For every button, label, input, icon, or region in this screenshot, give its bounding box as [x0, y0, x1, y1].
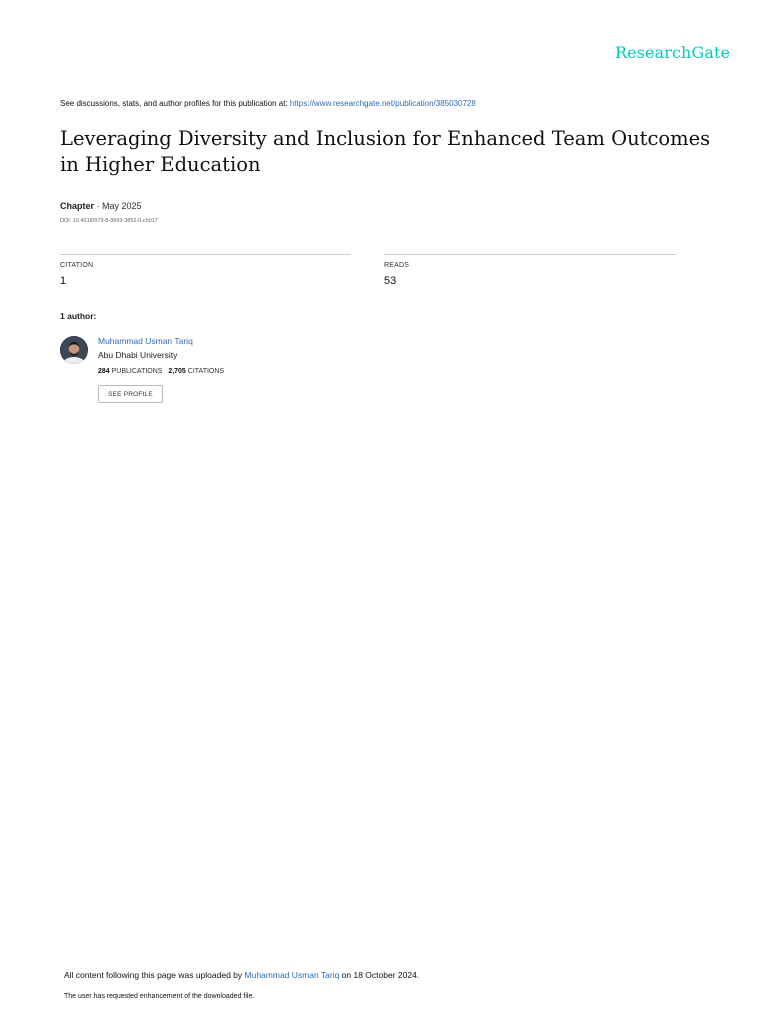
citations-label: CITATIONS [187, 368, 225, 375]
upload-notice [64, 970, 419, 980]
publication-type: Chapter [60, 201, 95, 211]
publication-meta [60, 201, 142, 211]
publication-title [60, 126, 720, 178]
upload-prefix: All content following this page was uploaded by [64, 970, 245, 980]
discussion-prefix: See discussions, stats, and author profiles for this publication at: [60, 99, 290, 108]
meta-separator: · [94, 201, 103, 211]
citations-count: 2,705 [168, 368, 186, 375]
citation-label: CITATION [60, 262, 94, 269]
enhancement-note: The user has requested enhancement of the downloaded file. [64, 993, 255, 1000]
author-avatar[interactable] [60, 336, 88, 364]
publications-count: 284 [98, 368, 110, 375]
publication-doi: DOI: 10.4018/979-8-3693-3852-0.ch017 [60, 218, 158, 224]
title-line-1: Leveraging Diversity and Inclusion for Enhanced Team Outcomes [60, 127, 711, 150]
upload-suffix: on 18 October 2024. [339, 970, 420, 980]
title-line-2: in Higher Education [60, 153, 261, 176]
uploader-link[interactable]: Muhammad Usman Tariq [244, 970, 340, 980]
author-stats [98, 368, 224, 375]
publications-label: PUBLICATIONS [111, 368, 163, 375]
author-name-link[interactable]: Muhammad Usman Tariq [98, 336, 193, 346]
publication-date: May 2025 [102, 201, 142, 211]
authors-heading: 1 author: [60, 311, 97, 321]
reads-label: READS [384, 262, 410, 269]
researchgate-logo[interactable]: ResearchGate [615, 43, 731, 62]
citation-count: 1 [60, 275, 67, 287]
reads-count: 53 [384, 275, 397, 287]
citation-divider [60, 254, 351, 255]
discussion-line [60, 99, 476, 108]
reads-divider [384, 254, 676, 255]
author-institution: Abu Dhabi University [98, 350, 178, 360]
publication-url-link[interactable]: https://www.researchgate.net/publication/385030728 [289, 99, 476, 108]
avatar-portrait-icon [60, 336, 88, 364]
see-profile-button[interactable]: SEE PROFILE [98, 385, 163, 403]
